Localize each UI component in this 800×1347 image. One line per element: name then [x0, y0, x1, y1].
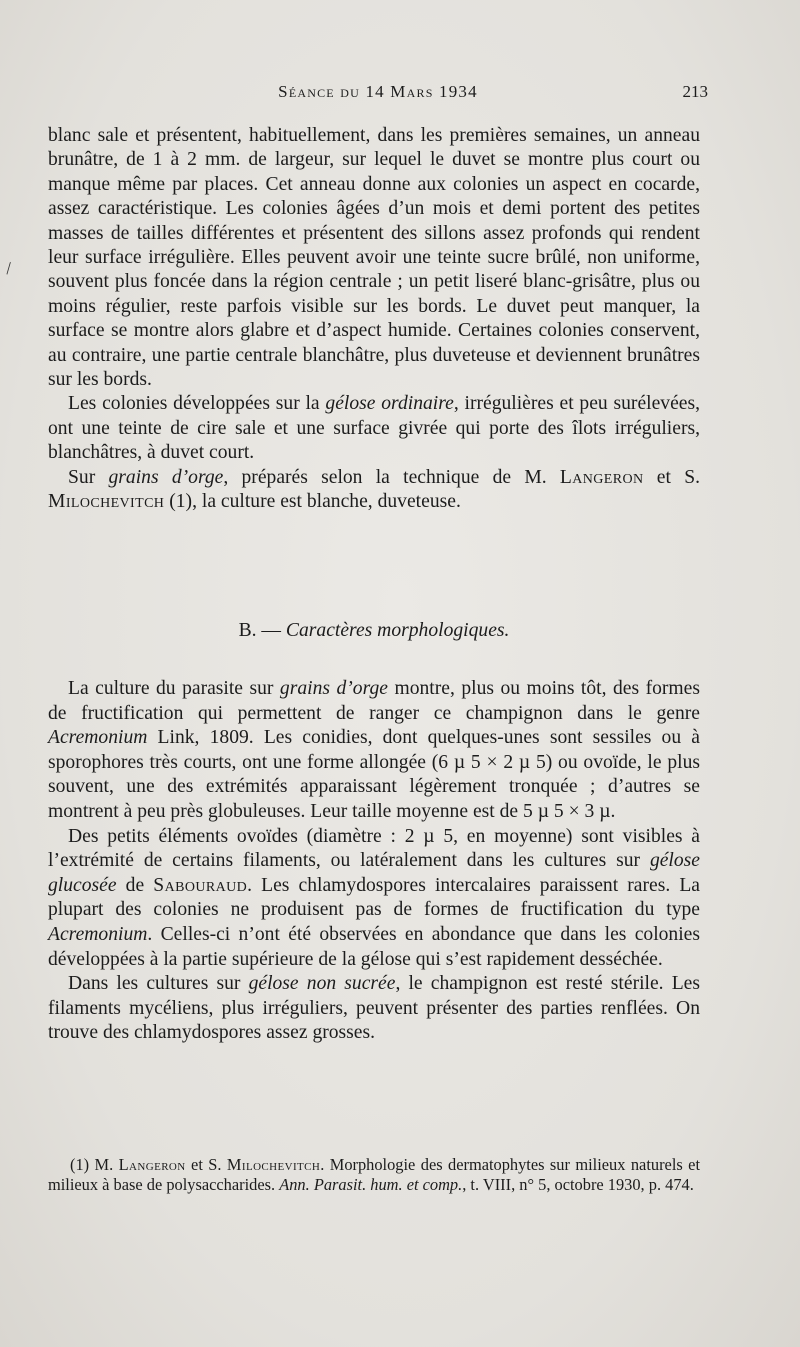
text-run: montre, plus ou moins tôt, des formes de fructification qui permettent de ranger ce champignon dans le genre [48, 678, 700, 724]
paragraph-p2 [48, 392, 700, 465]
text-run: et S. [185, 1155, 227, 1174]
italic-text: grains d’orge [108, 466, 224, 488]
text-run: , t. VIII, n° 5, octobre 1930, p. 474. [462, 1175, 694, 1195]
text-run: , irrégulières et peu surélevées, ont une teinte de cire sale et une surface givrée qui porte des îlots irréguliers, blanchâtres, à duvet court. [48, 393, 700, 464]
paragraph-p3 [48, 466, 700, 515]
author-name: Milochevitch [226, 1155, 321, 1174]
italic-text: Ann. Parasit. hum. et comp. [279, 1175, 463, 1195]
footnote [48, 1155, 700, 1196]
text-run: Des petits éléments ovoïdes (diamètre : 2 µ 5, en moyenne) sont visibles à l’extrémité de certains filaments, ou latéralement dans les cultures sur [48, 825, 700, 872]
body-text-upper [48, 124, 700, 515]
margin-pencil-mark: \ [1, 258, 17, 278]
text-run: de [116, 874, 154, 896]
text-run: Dans les cultures sur [68, 973, 249, 995]
text-run: Sur [68, 466, 109, 488]
text-run: , préparés selon la technique de M. [223, 466, 560, 488]
section-heading-title: Caractères morphologiques. [285, 620, 510, 641]
italic-text: Acremonium [48, 727, 148, 749]
author-name: Langeron [118, 1155, 186, 1174]
footnote-text [48, 1155, 700, 1196]
paragraph-p5 [48, 825, 700, 973]
text-run: blanc sale et présentent, habituellement, dans les premières semaines, un anneau brunâtre, de 1 à 2 mm. de largeur, sur lequel le duvet se montre plus court ou manque même par places. Cet anneau donne aux colonies un aspect en cocarde, assez caractéristique. Les colonies âgées d’un mois et demi portent des petites masses de tailles différentes et présentent des sillons assez profonds qui rendent leur surface irrégulière. Elles peuvent avoir une teinte sucre brûlé, non uniforme, souvent plus foncée dans la région centrale ; un petit liseré blanc-grisâtre, plus ou moins régulier, reste parfois visible sur les bords. Le duvet peut manquer, la surface se montre alors glabre et d’aspect humide. Certaines colonies conservent, au contraire, une partie centrale blanchâtre, plus duveteuse et deviennent brunâtres sur les bords. [48, 125, 700, 391]
text-run: Link, 1809. Les conidies, dont quelques-unes sont sessiles ou à sporophores très courts, ont une forme allongée (6 µ 5 × 2 µ 5) ou ovoïde, le plus souvent, une des extrémités apparaissant légèrement tronquée ; d’autres se montrent à peu près globuleuses. Leur taille moyenne est de 5 µ 5 × 3 µ. [48, 727, 700, 822]
italic-text: Acremonium [48, 923, 148, 945]
paragraph-p4 [48, 677, 700, 825]
text-run: . Celles-ci n’ont été observées en abondance que dans les colonies développées à la partie supérieure de la gélose qui s’est rapidement desséchée. [48, 923, 700, 970]
author-name: Milochevitch [48, 491, 165, 513]
text-run: et S. [643, 466, 700, 488]
author-name: Langeron [559, 466, 644, 488]
running-head: Séance du 14 Mars 1934 [278, 82, 478, 101]
text-run: , le champignon est resté stérile. Les filaments mycéliens, plus irréguliers, peuvent présenter des parties renflées. On trouve des chlamydospores assez grosses. [48, 973, 701, 1044]
text-run: La culture du parasite sur [68, 678, 280, 699]
author-name: Sabouraud [153, 874, 248, 896]
text-run: Les colonies développées sur la [68, 393, 326, 415]
page-number: 213 [682, 82, 708, 101]
text-run: . Morphologie des dermatophytes sur milieux naturels et milieux à base de polysaccharides. [48, 1155, 700, 1195]
body-text-lower [48, 677, 700, 1046]
section-heading-label: B. — [238, 620, 286, 641]
text-run: (1), la culture est blanche, duveteuse. [164, 491, 461, 513]
italic-text: gélose ordinaire [325, 393, 454, 415]
italic-text: grains d’orge [279, 678, 388, 699]
italic-text: gélose glucosée [48, 850, 700, 896]
paragraph-p1 [48, 124, 700, 392]
text-run: (1) M. [70, 1155, 119, 1174]
italic-text: gélose non sucrée [248, 973, 396, 995]
section-heading [48, 620, 700, 642]
text-run: . Les chlamydospores intercalaires paraissent rares. La plupart des colonies ne produisent pas de formes de fructification du type [48, 874, 700, 921]
page-header [48, 82, 708, 110]
paragraph-p6 [48, 972, 700, 1046]
